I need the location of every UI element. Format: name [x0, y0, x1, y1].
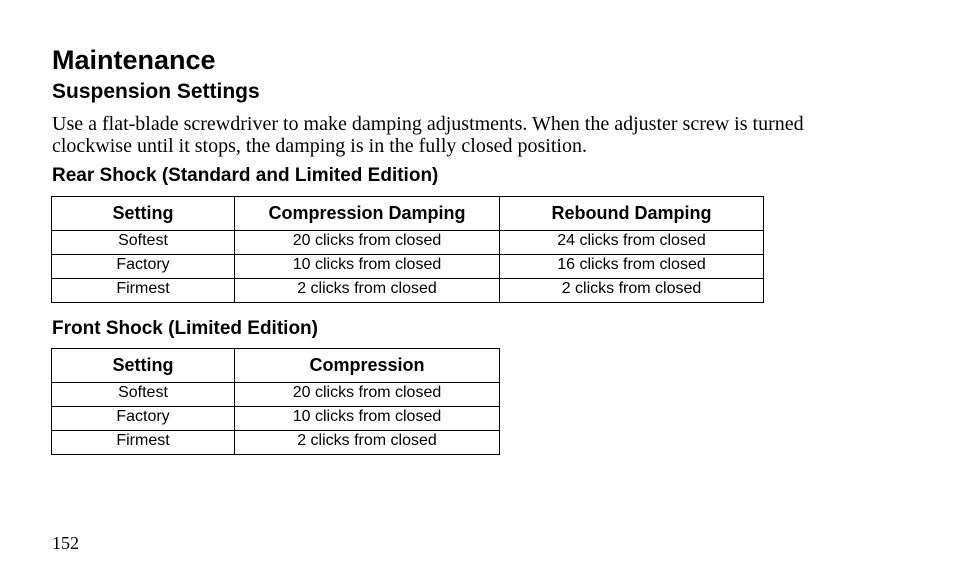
- section-title: Suspension Settings: [52, 80, 260, 103]
- front-shock-table-title: Front Shock (Limited Edition): [52, 318, 318, 339]
- column-header-compression: Compression: [235, 349, 500, 383]
- table-cell: 10 clicks from closed: [235, 255, 500, 279]
- table-cell: 24 clicks from closed: [500, 231, 764, 255]
- rear-shock-table: [51, 196, 764, 303]
- table-cell: Factory: [52, 255, 235, 279]
- table-cell: Softest: [52, 383, 235, 407]
- column-header-rebound-damping: Rebound Damping: [500, 197, 764, 231]
- table-row: [52, 407, 500, 431]
- table-row: [52, 231, 764, 255]
- table-row: [52, 255, 764, 279]
- table-cell: 2 clicks from closed: [235, 279, 500, 303]
- column-header-setting: Setting: [52, 197, 235, 231]
- table-cell: Firmest: [52, 279, 235, 303]
- table-cell: 20 clicks from closed: [235, 383, 500, 407]
- table-row: [52, 383, 500, 407]
- table-header-row: [52, 349, 500, 383]
- table-cell: 10 clicks from closed: [235, 407, 500, 431]
- table-cell: Softest: [52, 231, 235, 255]
- rear-shock-table-title: Rear Shock (Standard and Limited Edition): [52, 165, 439, 186]
- page-number: 152: [52, 533, 79, 553]
- front-shock-table: [51, 348, 500, 455]
- table-row: [52, 431, 500, 455]
- table-row: [52, 279, 764, 303]
- table-header-row: [52, 197, 764, 231]
- page-title: Maintenance: [52, 45, 216, 75]
- table-cell: 20 clicks from closed: [235, 231, 500, 255]
- table-cell: Factory: [52, 407, 235, 431]
- table-cell: 2 clicks from closed: [235, 431, 500, 455]
- table-cell: 16 clicks from closed: [500, 255, 764, 279]
- table-cell: Firmest: [52, 431, 235, 455]
- table-cell: 2 clicks from closed: [500, 279, 764, 303]
- intro-paragraph: Use a flat-blade screwdriver to make damping adjustments. When the adjuster screw is turned clockwise until it stops, the damping is in the fully closed position.: [52, 113, 804, 157]
- column-header-compression-damping: Compression Damping: [235, 197, 500, 231]
- column-header-setting: Setting: [52, 349, 235, 383]
